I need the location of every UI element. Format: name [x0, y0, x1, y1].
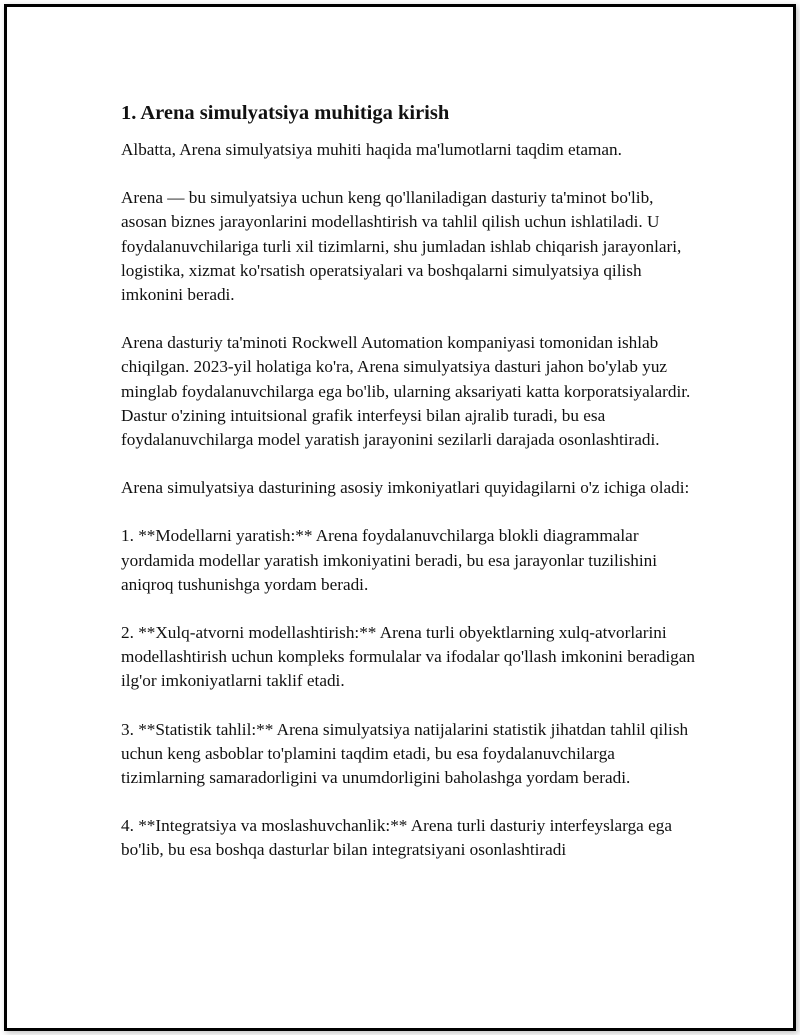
- paragraph-arena-definition: Arena — bu simulyatsiya uchun keng qo'llaniladigan dasturiy ta'minot bo'lib, asosan biznes jarayonlarini modellashtirish va tahlil qilish uchun ishlatiladi. U foydalanuvchilariga turli xil tizimlarni, shu jumladan ishlab chiqarish jarayonlari, logistika, xizmat ko'rsatish operatsiyalari va boshqalarni simulyatsiya qilish imkonini beradi.: [121, 188, 682, 305]
- paragraph-arena-developer: Arena dasturiy ta'minoti Rockwell Automation kompaniyasi tomonidan ishlab chiqilgan. 2023-yil holatiga ko'ra, Arena simulyatsiya dasturi jahon bo'ylab yuz minglab foydalanuvchilarga ega bo'lib, ularning aksariyati katta korporatsiyalardir. Dastur o'zining intuitsional grafik interfeysi bilan ajralib turadi, bu esa foydalanuvchilarga model yaratish jarayonini sezilarli darajada osonlashtiradi.: [121, 333, 691, 450]
- paragraph-intro: Albatta, Arena simulyatsiya muhiti haqida ma'lumotlarni taqdim etaman.: [121, 140, 622, 159]
- list-item-statistical-analysis: 3. **Statistik tahlil:** Arena simulyatsiya natijalarini statistik jihatdan tahlil qilish uchun keng asboblar to'plamini taqdim etadi, bu esa foydalanuvchilarga tizimlarning samaradorligini va unumdorligini baholashga yordam beradi.: [121, 719, 689, 788]
- list-item-behavior-modeling: 2. **Xulq-atvorni modellashtirish:** Arena turli obyektlarning xulq-atvorlarini modellashtirish uchun kompleks formulalar va ifodalar qo'llash imkonini beradigan ilg'or imkoniyatlarni taklif etadi.: [121, 623, 695, 691]
- list-item-model-creation: 1. **Modellarni yaratish:** Arena foydalanuvchilarga blokli diagrammalar yordamida modellar yaratish imkoniyatini beradi, bu esa jarayonlar tuzilishini aniqroq tushunishga yordam beradi.: [121, 526, 658, 594]
- paragraph-features-intro: Arena simulyatsiya dasturining asosiy imkoniyatlari quyidagilarni o'z ichiga oladi:: [121, 478, 690, 498]
- list-item-integration: 4. **Integratsiya va moslashuvchanlik:** Arena turli dasturiy interfeyslarga ega bo'lib, bu esa boshqa dasturlar bilan integratsiyani osonlashtiradi: [121, 816, 672, 860]
- page: [4, 4, 796, 1031]
- section-heading: 1. Arena simulyatsiya muhitiga kirish: [121, 102, 450, 124]
- document-body: [121, 98, 701, 887]
